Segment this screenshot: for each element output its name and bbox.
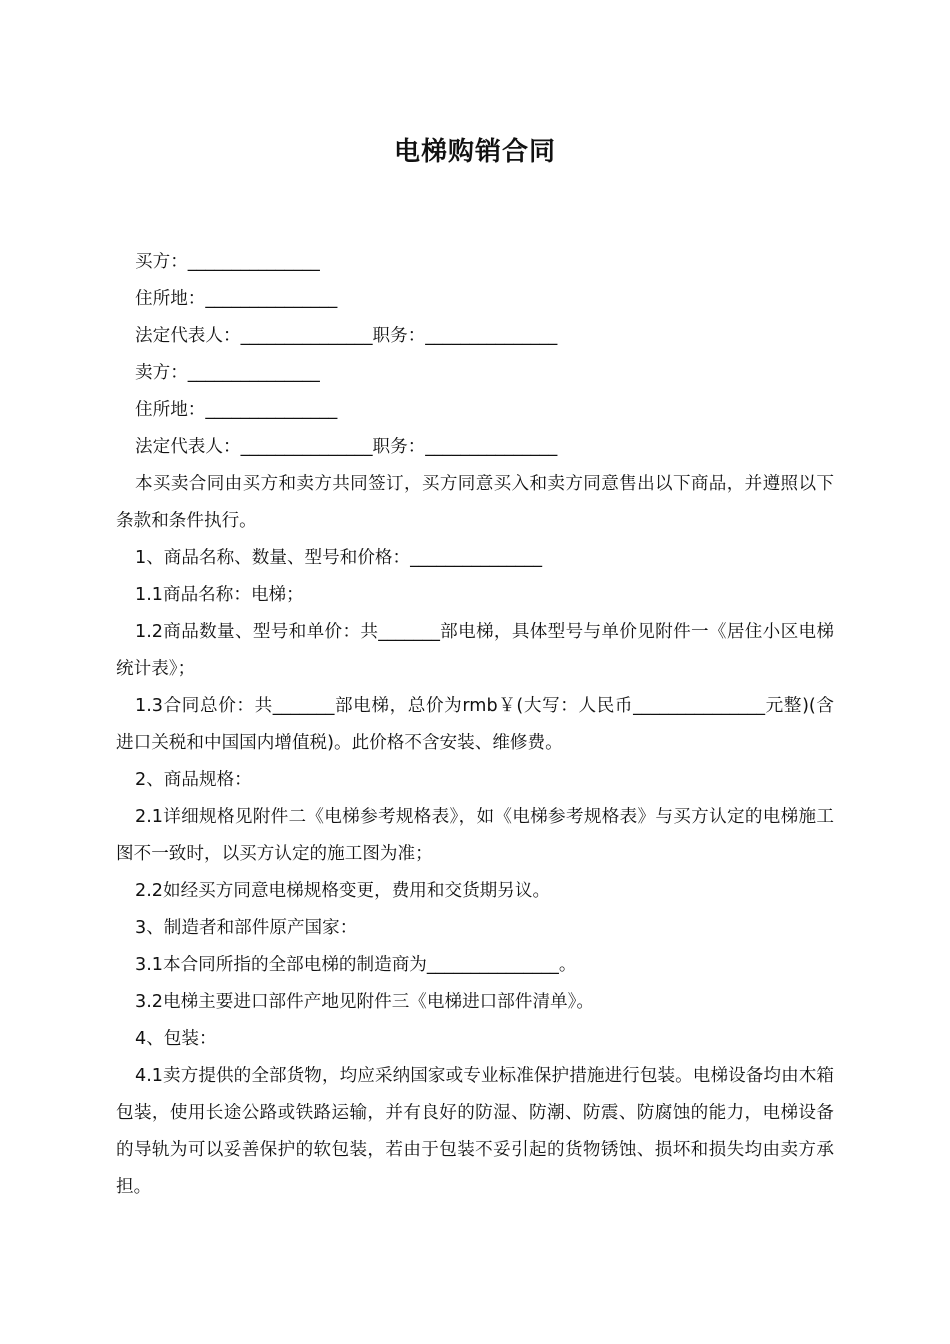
clause-2-1: 2.1详细规格见附件二《电梯参考规格表》，如《电梯参考规格表》与买方认定的电梯施工图不一致时，以买方认定的施工图为准； bbox=[116, 807, 834, 864]
buyer-address-line: 住所地：_______________ bbox=[135, 289, 338, 309]
seller-line: 卖方：_______________ bbox=[135, 363, 320, 383]
clause-3-2: 3.2电梯主要进口部件产地见附件三《电梯进口部件清单》。 bbox=[135, 992, 595, 1012]
clause-2-2: 2.2如经买方同意电梯规格变更，费用和交货期另议。 bbox=[135, 881, 551, 901]
buyer-representative-line: 法定代表人：_______________职务：_______________ bbox=[135, 326, 558, 346]
clause-4-heading: 4、包装： bbox=[135, 1029, 217, 1049]
seller-address-line: 住所地：_______________ bbox=[135, 400, 338, 420]
document-title: 电梯购销合同 bbox=[393, 137, 556, 167]
clause-3-heading: 3、制造者和部件原产国家： bbox=[135, 918, 358, 938]
preamble-paragraph: 本买卖合同由买方和卖方共同签订，买方同意买入和卖方同意售出以下商品，并遵照以下条款和条件执行。 bbox=[116, 474, 834, 531]
buyer-line: 买方：_______________ bbox=[135, 252, 320, 272]
clause-2-heading: 2、商品规格： bbox=[135, 770, 252, 790]
seller-representative-line: 法定代表人：_______________职务：_______________ bbox=[135, 437, 558, 457]
clause-4-1: 4.1卖方提供的全部货物，均应采纳国家或专业标准保护措施进行包装。电梯设备均由木箱包装，使用长途公路或铁路运输，并有良好的防湿、防潮、防震、防腐蚀的能力，电梯设备的导轨为可以妥善保护的软包装，若由于包装不妥引起的货物锈蚀、损坏和损失均由卖方承担。 bbox=[116, 1066, 834, 1197]
clause-1-2: 1.2商品数量、型号和单价：共_______部电梯，具体型号与单价见附件一《居住小区电梯统计表》； bbox=[116, 622, 834, 679]
clause-1-3: 1.3合同总价：共_______部电梯，总价为rmb￥(大写：人民币_______________元整)(含进口关税和中国国内增值税)。此价格不含安装、维修费。 bbox=[116, 696, 834, 753]
clause-1-1: 1.1商品名称：电梯； bbox=[135, 585, 304, 605]
contract-body bbox=[116, 244, 834, 1206]
clause-1-heading: 1、商品名称、数量、型号和价格：_______________ bbox=[135, 548, 543, 568]
clause-3-1: 3.1本合同所指的全部电梯的制造商为_______________。 bbox=[135, 955, 577, 975]
